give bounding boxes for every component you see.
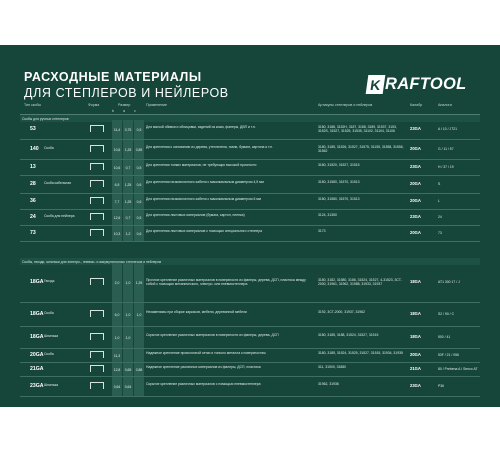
article-list: 3180, 3185, 31526, 31527, 31575, 31155, 31558, 31556, 31562 bbox=[318, 145, 404, 154]
catalog-sheet bbox=[0, 45, 500, 407]
size-value-a: 1,25 bbox=[123, 194, 133, 209]
size-value-b: 11,4 bbox=[112, 120, 122, 139]
article-list: 31962, 31936 bbox=[318, 382, 339, 386]
article-list: 3192, 3CT-2000, 31937, 31962 bbox=[318, 310, 365, 314]
staple-form-label: Скоба bbox=[44, 146, 54, 150]
article-list: 311, 31500, 31880 bbox=[318, 365, 347, 369]
article-list: 3180, 31580, 31570, 31513 bbox=[318, 197, 360, 201]
staple-type-code: 20GA bbox=[30, 352, 44, 358]
usage-text: Для мягкой обивки и облицовки, изделий из кожи, фанеры, ДВП и т.п. bbox=[146, 125, 256, 129]
brand-logo bbox=[367, 72, 467, 97]
usage-text: Скрытое крепление различных материалов в поверхности из фанеры, дерева, ДСП bbox=[146, 333, 279, 337]
size-value-b: 11,3 bbox=[112, 349, 122, 362]
analog-value: L bbox=[438, 199, 440, 203]
table-row bbox=[20, 120, 480, 140]
section-power: Скобы, гвозди, шпильки для электро-, пневмо- и аккумуляторных степлеров и нейлеров bbox=[20, 258, 480, 265]
size-value-b: 7,7 bbox=[112, 194, 122, 209]
title-line-2: ДЛЯ СТЕПЛЕРОВ И НЕЙЛЕРОВ bbox=[24, 86, 229, 100]
table-row bbox=[20, 226, 480, 242]
staple-type-code: 18GA bbox=[30, 311, 44, 317]
staple-shape-icon bbox=[90, 180, 104, 187]
staple-shape-icon bbox=[90, 382, 104, 389]
header-usage: Применение bbox=[146, 103, 168, 107]
caliber-value: 20GA bbox=[410, 198, 421, 203]
size-value-a: 0,75 bbox=[123, 120, 133, 139]
usage-text: Для крепления листовых материалов (бумага, картон, пленка) bbox=[146, 213, 245, 217]
staple-type-code: 23GA bbox=[30, 383, 44, 389]
size-value-c: 0,6 bbox=[134, 226, 144, 241]
analog-value: 53F / 21 / 056 bbox=[438, 353, 459, 357]
caliber-value: 23GA bbox=[410, 126, 421, 131]
header-size-a: a bbox=[123, 109, 125, 113]
header-form: Форма bbox=[88, 103, 100, 107]
header-caliber: Калибр bbox=[410, 103, 423, 107]
staple-type-code: 24 bbox=[30, 214, 36, 220]
staple-type-code: 18GA bbox=[30, 279, 44, 285]
table-row bbox=[20, 377, 480, 397]
staple-shape-icon bbox=[90, 310, 104, 317]
article-list: 3180, 3182, 31580, 3186, 31524, 31527, 4-31523, 3CT-2000, 31961, 31962, 31988, 31933, 31937 bbox=[318, 278, 402, 287]
usage-text: Для крепления листовых материалов с помощью специального степлера bbox=[146, 229, 263, 233]
usage-text: Незаменимы при сборке каркасов, мебели, деревянной мебели bbox=[146, 310, 247, 314]
analog-value: H / 37 / 19 bbox=[438, 165, 454, 169]
analog-value: 500 / 41 bbox=[438, 335, 451, 339]
size-value-c bbox=[134, 327, 144, 348]
staple-shape-icon bbox=[90, 365, 104, 372]
header-analogs: Аналоги bbox=[438, 103, 452, 107]
staple-type-code: 21GA bbox=[30, 366, 44, 372]
size-value-a: 1,0 bbox=[123, 303, 133, 326]
caliber-value: 20GA bbox=[410, 352, 421, 357]
caliber-value: 18GA bbox=[410, 279, 421, 284]
staple-shape-icon bbox=[90, 145, 104, 152]
brand-mark-icon: K bbox=[366, 75, 386, 94]
size-value-a: 1,2 bbox=[123, 226, 133, 241]
staple-type-code: 13 bbox=[30, 164, 36, 170]
staple-form-label: Шпилька bbox=[44, 383, 59, 387]
size-value-a bbox=[123, 349, 133, 362]
size-value-c: 0,85 bbox=[134, 140, 144, 159]
size-value-c bbox=[134, 377, 144, 396]
size-value-b: 10,6 bbox=[112, 140, 122, 159]
size-value-b: 2,0 bbox=[112, 263, 122, 302]
staple-form-label: Шпилька bbox=[44, 334, 59, 338]
analog-value: S bbox=[438, 182, 441, 186]
size-value-a: 1,0 bbox=[123, 327, 133, 348]
usage-text: Надежное крепление различных материалов из фанеры, ДСП, пластика bbox=[146, 365, 261, 369]
table-row bbox=[20, 160, 480, 176]
staple-shape-icon bbox=[90, 125, 104, 132]
usage-text: Для крепления к основанию из дерева, утеплителя, ткани, бумаги, картона и т.п. bbox=[146, 145, 274, 149]
table-row bbox=[20, 327, 480, 349]
article-list: 3180, 3188, 3152H, 3187, 3188, 3189, 31537, 3153, 3152S, 31527, 31525, 31535, 31102, 31104, 31106 bbox=[318, 125, 397, 134]
table-row bbox=[20, 140, 480, 160]
table-row bbox=[20, 194, 480, 210]
caliber-value: 23GA bbox=[410, 164, 421, 169]
size-value-c: 0,88 bbox=[134, 363, 144, 376]
staple-shape-icon bbox=[90, 351, 104, 358]
staple-type-code: 53 bbox=[30, 126, 36, 132]
size-value-c: 1,0 bbox=[134, 303, 144, 326]
staple-type-code: 18GA bbox=[30, 334, 44, 340]
staple-shape-icon bbox=[90, 229, 104, 236]
article-list: 3180, 3185, 31524, 31525, 31527, 31515, 31934, 31935 bbox=[318, 351, 403, 355]
analog-value: S2 / 90 / C bbox=[438, 312, 455, 316]
size-value-a: 1,25 bbox=[123, 176, 133, 193]
usage-text: Для крепления низковольтного кабеля с максимальным диаметром 6 мм bbox=[146, 197, 261, 201]
staple-shape-icon bbox=[90, 213, 104, 220]
staple-type-code: 28 bbox=[30, 181, 36, 187]
header-size-b: b bbox=[112, 109, 114, 113]
analog-value: AT1 300 17 / J bbox=[438, 280, 460, 284]
size-value-c: 1,25 bbox=[134, 263, 144, 302]
size-value-a: 1,0 bbox=[123, 263, 133, 302]
size-value-c: 0,5 bbox=[134, 120, 144, 139]
staple-shape-icon bbox=[90, 278, 104, 285]
size-value-c: 0,6 bbox=[134, 176, 144, 193]
table-row bbox=[20, 210, 480, 226]
caliber-value: 21GA bbox=[410, 366, 421, 371]
analog-value: G / 11 / 57 bbox=[438, 147, 454, 151]
staple-form-label: Скоба кабельная bbox=[44, 181, 72, 185]
size-value-c bbox=[134, 349, 144, 362]
size-value-a: 0,64 bbox=[123, 377, 133, 396]
header-size-c: c bbox=[134, 109, 136, 113]
table-row bbox=[20, 303, 480, 327]
analog-value: 73 bbox=[438, 231, 442, 235]
table-row bbox=[20, 363, 480, 377]
staple-form-label: Скоба для нейлера bbox=[44, 214, 75, 218]
size-value-a: 0,7 bbox=[123, 210, 133, 225]
analog-value: 80 / Prebena A / Senco AT bbox=[438, 367, 478, 371]
analog-value: P36 bbox=[438, 384, 445, 388]
size-value-b: 10,3 bbox=[112, 226, 122, 241]
size-value-a: 1,25 bbox=[123, 140, 133, 159]
article-list: 3124, 31350 bbox=[318, 213, 337, 217]
size-value-a: 0,7 bbox=[123, 160, 133, 175]
size-value-b: 12,8 bbox=[112, 363, 122, 376]
staple-type-code: 73 bbox=[30, 230, 36, 236]
usage-text: Прочное крепление различных материалов в поверхности из фанеры, дерева, ДСП, пластика между собой с помощью механического, электро- или пневмостеплера bbox=[146, 278, 306, 287]
usage-text: Для крепления тонких материалов, не требующих высокой прочности bbox=[146, 163, 257, 167]
size-value-a: 0,65 bbox=[123, 363, 133, 376]
size-value-b: 10,6 bbox=[112, 160, 122, 175]
caliber-value: 23GA bbox=[410, 214, 421, 219]
article-list: 3180, 31520, 31527, 31515 bbox=[318, 163, 360, 167]
header-type: Тип скобы bbox=[24, 103, 42, 107]
size-value-c: 0,5 bbox=[134, 210, 144, 225]
caliber-value: 18GA bbox=[410, 334, 421, 339]
table-row bbox=[20, 176, 480, 194]
analog-value: 24 bbox=[438, 215, 442, 219]
size-value-c: 0,5 bbox=[134, 160, 144, 175]
staple-type-code: 140 bbox=[30, 146, 39, 152]
analog-value: A / 10 / JT21 bbox=[438, 127, 458, 131]
staple-shape-icon bbox=[90, 163, 104, 170]
header-size: Размер bbox=[118, 103, 131, 107]
staple-shape-icon bbox=[90, 197, 104, 204]
caliber-value: 23GA bbox=[410, 383, 421, 388]
section-manual: Скобы для ручных степлеров bbox=[20, 115, 480, 122]
size-value-b: 1,0 bbox=[112, 327, 122, 348]
staple-type-code: 36 bbox=[30, 198, 36, 204]
article-list: 3180, 31580, 31570, 31513 bbox=[318, 180, 360, 184]
table-row bbox=[20, 349, 480, 363]
caliber-value: 20GA bbox=[410, 146, 421, 151]
staple-form-label: Скоба bbox=[44, 311, 54, 315]
header-articles: Артикулы степлеров и нейлеров bbox=[318, 103, 373, 107]
staple-form-label: Скоба bbox=[44, 352, 54, 356]
size-value-b: 6,0 bbox=[112, 303, 122, 326]
caliber-value: 18GA bbox=[410, 311, 421, 316]
table-row bbox=[20, 263, 480, 303]
article-list: 3173 bbox=[318, 229, 326, 233]
caliber-value: 20GA bbox=[410, 230, 421, 235]
size-value-c: 0,6 bbox=[134, 194, 144, 209]
article-list: 3180, 3185, 3188, 31524, 31527, 31515 bbox=[318, 333, 379, 337]
usage-text: Для крепления низковольтного кабеля с максимальным диаметром 4,5 мм bbox=[146, 180, 264, 184]
size-value-b: 12,6 bbox=[112, 210, 122, 225]
title-line-1: РАСХОДНЫЕ МАТЕРИАЛЫ bbox=[24, 70, 202, 84]
usage-text: Надежное крепление проволочной сетки и тонкого металла к поверхностям bbox=[146, 351, 266, 355]
staple-form-label: Гвоздь bbox=[44, 279, 55, 283]
brand-name: RAFTOOL bbox=[385, 75, 467, 93]
size-value-b: 0,64 bbox=[112, 377, 122, 396]
usage-text: Скрытое крепление различных материалов с помощью пневмостеплера bbox=[146, 382, 261, 386]
size-value-b: 6,5 bbox=[112, 176, 122, 193]
caliber-value: 20GA bbox=[410, 181, 421, 186]
staple-shape-icon bbox=[90, 333, 104, 340]
